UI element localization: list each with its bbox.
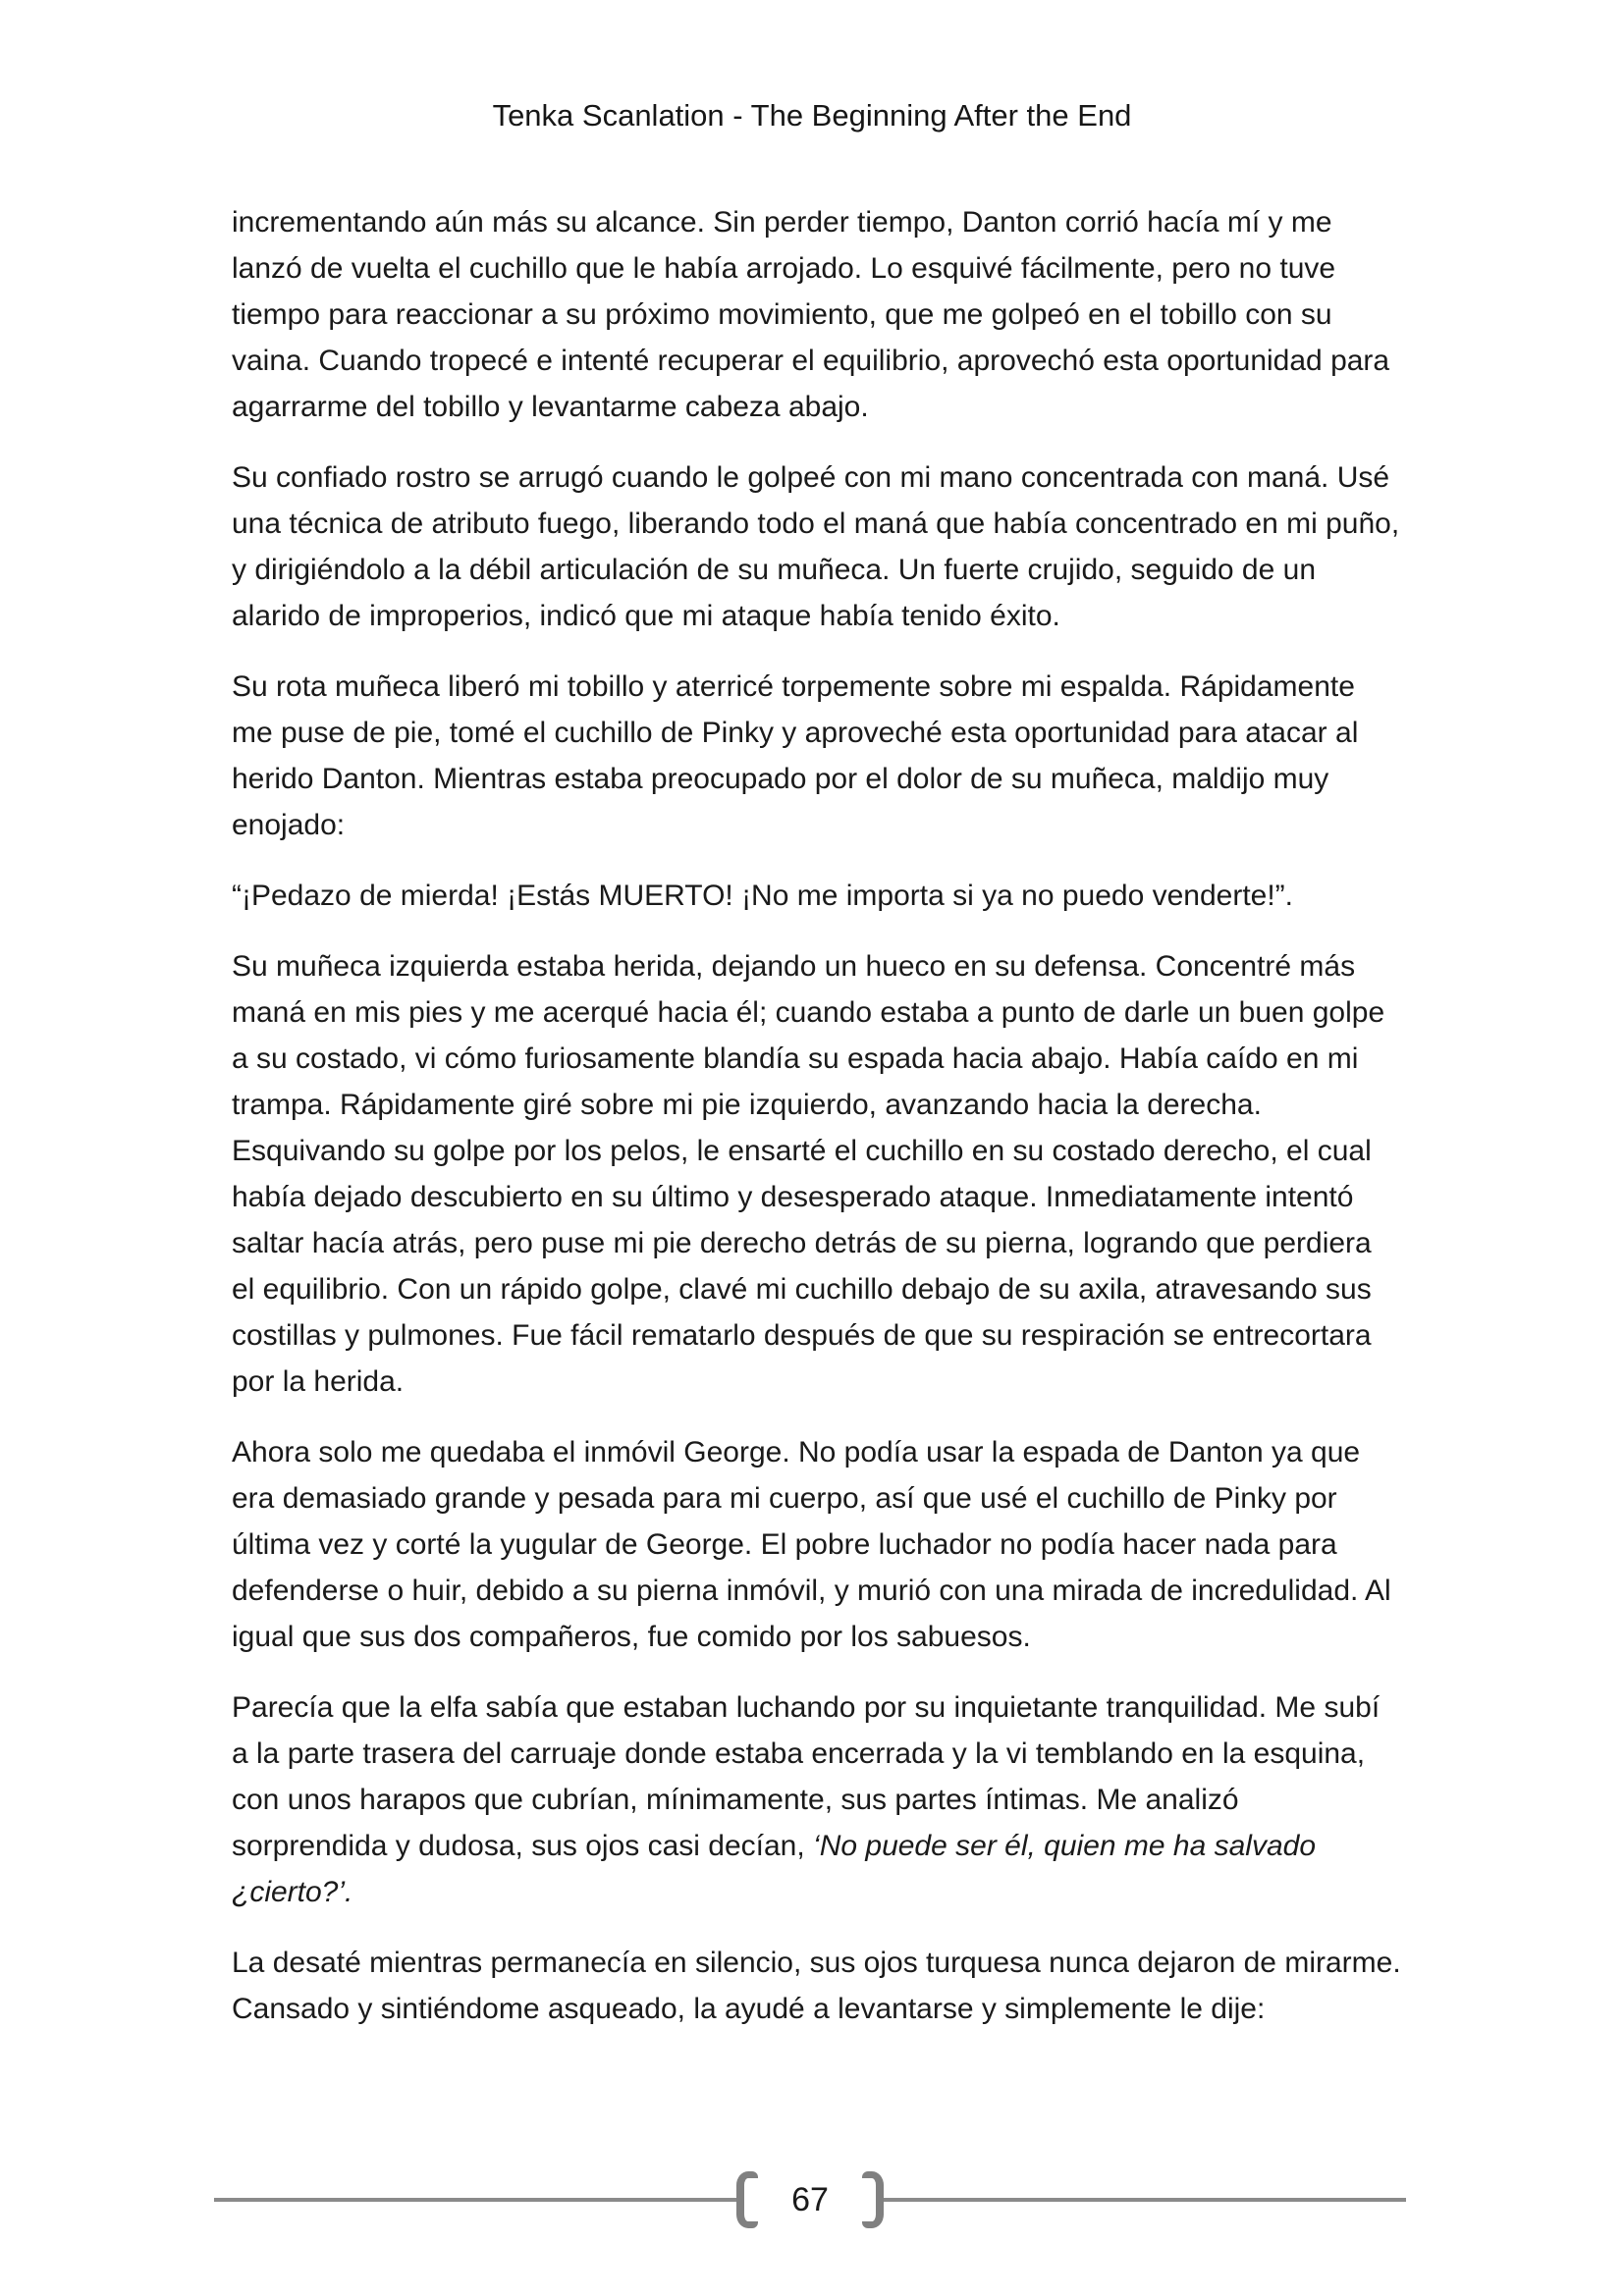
- paragraph-segment: Ahora solo me quedaba el inmóvil George. No podía usar la espada de Danton ya que era demasiado grande y pesada para mi cuerpo, así que usé el cuchillo de Pinky por última vez y corté la yugular de George. El pobre luchador no podía hacer nada para defenderse o huir, debido a su pierna inmóvil, y murió con una mirada de incredulidad. Al igual que sus dos compañeros, fue comido por los sabuesos.: [232, 1436, 1391, 1653]
- right-bracket-decoration: [862, 2171, 884, 2228]
- page-number: 67: [791, 2181, 829, 2218]
- paragraph: [232, 1940, 1402, 2032]
- paragraph-segment: Su muñeca izquierda estaba herida, dejando un hueco en su defensa. Concentré más maná en mis pies y me acerqué hacia él; cuando estaba a punto de darle un buen golpe a su costado, vi cómo furiosamente blandía su espada hacia abajo. Había caído en mi trampa. Rápidamente giré sobre mi pie izquierdo, avanzando hacia la derecha. Esquivando su golpe por los pelos, le ensarté el cuchillo en su costado derecho, el cual había dejado descubierto en su último y desesperado ataque. Inmediatamente intentó saltar hacía atrás, pero puse mi pie derecho detrás de su pierna, logrando que perdiera el equilibrio. Con un rápido golpe, clavé mi cuchillo debajo de su axila, atravesando sus costillas y pulmones. Fue fácil rematarlo después de que su respiración se entrecortara por la herida.: [232, 950, 1385, 1398]
- paragraph-segment: incrementando aún más su alcance. Sin perder tiempo, Danton corrió hacía mí y me lanzó de vuelta el cuchillo que le había arrojado. Lo esquivé fácilmente, pero no tuve tiempo para reaccionar a su próximo movimiento, que me golpeó en el tobillo con su vaina. Cuando tropecé e intenté recuperar el equilibrio, aprovechó esta oportunidad para agarrarme del tobillo y levantarme cabeza abajo.: [232, 206, 1390, 423]
- paragraph-segment: Parecía que la elfa sabía que estaban luchando por su inquietante tranquilidad. Me subí a la parte trasera del carruaje donde estaba encerrada y la vi temblando en la esquina, con unos harapos que cubrían, mínimamente, sus partes íntimas. Me analizó sorprendida y dudosa, sus ojos casi decían,: [232, 1691, 1380, 1862]
- footer-rule-right: [884, 2198, 1406, 2202]
- paragraph-segment-italic: ‘No puede ser él, quien me ha salvado ¿cierto?’.: [232, 1830, 1317, 1908]
- document-body: [232, 199, 1402, 2056]
- paragraph: [232, 1429, 1402, 1660]
- paragraph-segment: Su confiado rostro se arrugó cuando le golpeé con mi mano concentrada con maná. Usé una técnica de atributo fuego, liberando todo el maná que había concentrado en mi puño, y dirigiéndolo a la débil articulación de su muñeca. Un fuerte crujido, seguido de un alarido de improperios, indicó que mi ataque había tenido éxito.: [232, 461, 1400, 632]
- paragraph-segment: La desaté mientras permanecía en silencio, sus ojos turquesa nunca dejaron de mirarme. Cansado y sintiéndome asqueado, la ayudé a levantarse y simplemente le dije:: [232, 1947, 1401, 2025]
- paragraph: [232, 664, 1402, 848]
- paragraph: [232, 873, 1402, 919]
- paragraph: [232, 199, 1402, 430]
- paragraph: [232, 454, 1402, 639]
- left-bracket-decoration: [736, 2171, 758, 2228]
- page-header-title: Tenka Scanlation - The Beginning After the End: [492, 98, 1132, 133]
- paragraph-segment: “¡Pedazo de mierda! ¡Estás MUERTO! ¡No me importa si ya no puedo venderte!”.: [232, 880, 1294, 912]
- page-footer: [214, 2171, 1406, 2228]
- paragraph-segment: Su rota muñeca liberó mi tobillo y aterricé torpemente sobre mi espalda. Rápidamente me puse de pie, tomé el cuchillo de Pinky y aproveché esta oportunidad para atacar al herido Danton. Mientras estaba preocupado por el dolor de su muñeca, maldijo muy enojado:: [232, 670, 1359, 841]
- paragraph: [232, 1684, 1402, 1915]
- paragraph: [232, 943, 1402, 1405]
- footer-rule-left: [214, 2198, 736, 2202]
